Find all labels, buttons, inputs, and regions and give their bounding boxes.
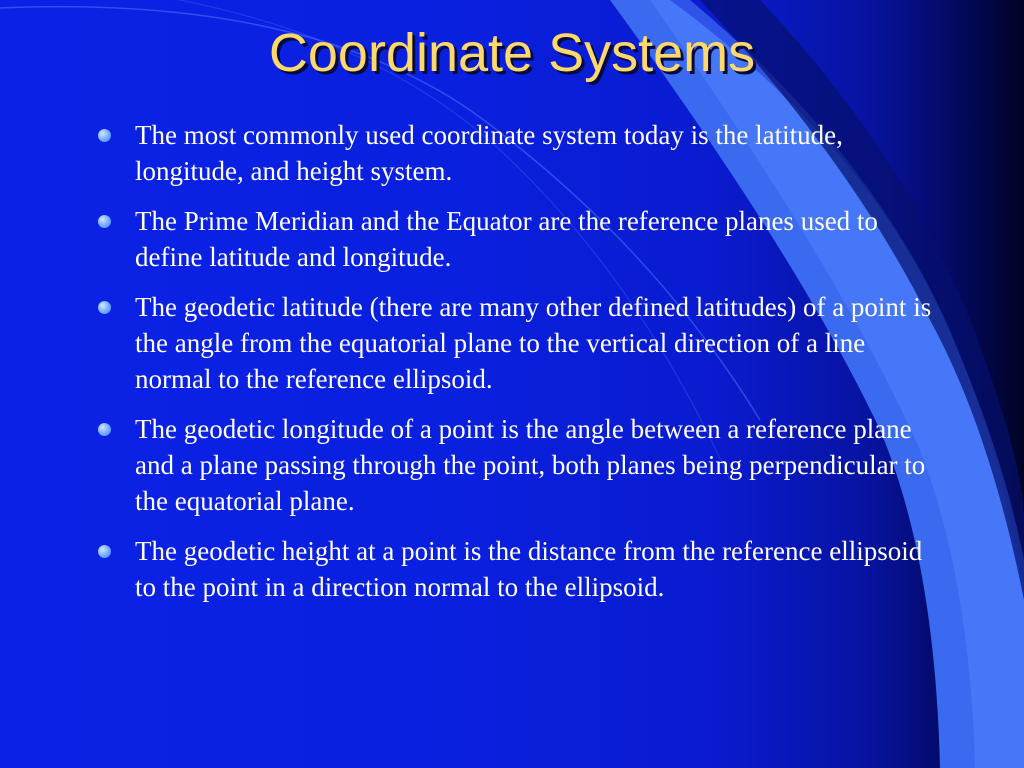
bullet-text: The geodetic longitude of a point is the angle between a reference plane and a plane passing through the point, both planes being perpendicular to the equatorial plane. (135, 414, 926, 516)
bullet-item (98, 117, 948, 189)
bullet-dot-icon (98, 215, 111, 228)
bullet-item (98, 411, 948, 519)
bullet-text: The geodetic height at a point is the distance from the reference ellipsoid to the point in a direction normal to the ellipsoid. (135, 536, 923, 602)
bullet-dot-icon (98, 301, 111, 314)
slide-title: Coordinate Systems (268, 23, 756, 83)
bullet-item (98, 289, 948, 397)
bullet-text: The most commonly used coordinate system today is the latitude, longitude, and height system. (135, 120, 843, 186)
bullet-item (98, 203, 948, 275)
bullet-dot-icon (98, 545, 111, 558)
bullet-text: The geodetic latitude (there are many other defined latitudes) of a point is the angle from the equatorial plane to the vertical direction of a line normal to the reference ellipsoid. (135, 292, 932, 394)
bullet-item (98, 533, 948, 605)
bullet-dot-icon (98, 129, 111, 142)
bullet-text: The Prime Meridian and the Equator are the reference planes used to define latitude and longitude. (135, 206, 878, 272)
bullet-dot-icon (98, 423, 111, 436)
bullet-list (98, 117, 948, 619)
